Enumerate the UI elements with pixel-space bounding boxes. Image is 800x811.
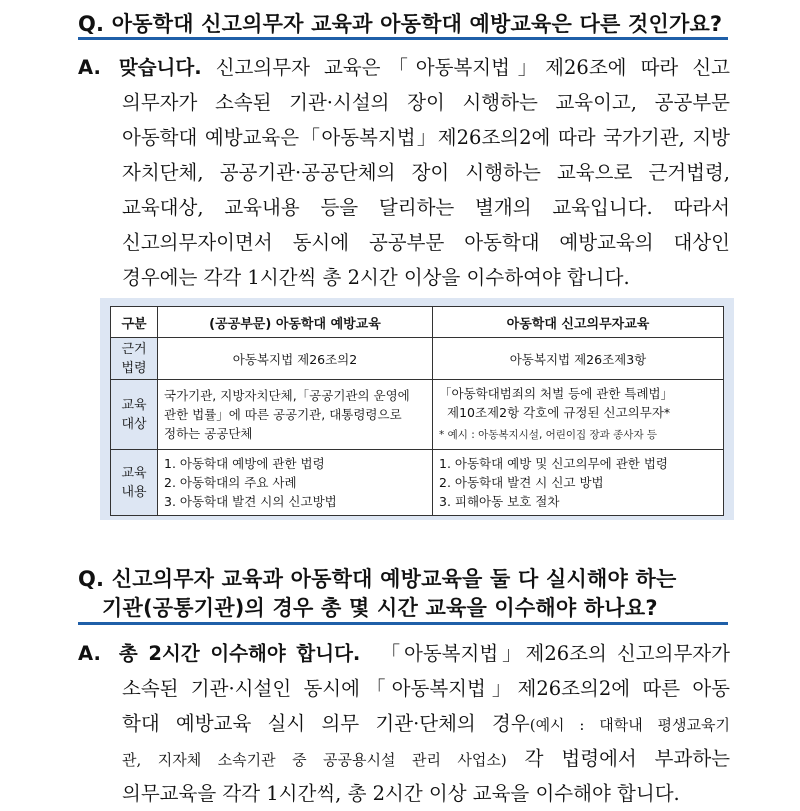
comparison-table [110,306,724,516]
row-label-text: 교육 [121,397,147,413]
table-header-row [111,307,724,338]
answer-1-line: 아동학대 예방교육은「아동복지법」제26조의2에 따라 국가기관, 지방 [122,126,730,149]
answer-1-line: 신고의무자이면서 동시에 공공부문 아동학대 예방교육의 대상인 [122,231,730,254]
cell-line: 국가기관, 지방자치단체,「공공기관의 운영에 [164,388,410,403]
answer-1-line: 자치단체, 공공기관·공공단체의 장이 시행하는 교육으로 근거법령, [122,161,730,184]
answer-1-text: 신고의무자 교육은「아동복지법」제26조에 따라 신고 [215,56,730,79]
answer-2-example: (예시 : 대학내 평생교육기 [529,716,730,734]
cell-line: 정하는 공공단체 [164,426,253,441]
answer-1-line [78,50,730,85]
cell-line: 2. 아동학대의 주요 사례 [164,475,297,490]
row-label-text: 교육 [121,465,147,481]
row-label-text: 법령 [121,360,147,376]
answer-2-example: 관, 지자체 소속기관 중 공공용시설 관리 사업소) [122,751,507,769]
comparison-table-panel [100,298,734,520]
cell-line: 제10조제2항 각호에 규정된 신고의무자* [447,405,671,420]
answer-1-line: 교육대상, 교육내용 등을 달리하는 별개의 교육입니다. 따라서 [122,196,730,219]
table-row [111,450,724,516]
answer-2-text: 각 법령에서 부과하는 [524,747,730,770]
answer-2-line: 소속된 기관·시설인 동시에「아동복지법」제26조의2에 따른 아동 [122,677,730,700]
cell-line: 3. 아동학대 발견 시의 신고방법 [164,494,337,509]
table-cell [433,380,724,450]
answer-2-text: 「아동복지법」제26조의 신고의무자가 [380,642,730,665]
question-2: Q. 신고의무자 교육과 아동학대 예방교육을 둘 다 실시해야 하는 [78,567,677,591]
answer-mark: A. [78,56,101,79]
answer-mark: A. [78,642,101,665]
question-1: Q. 아동학대 신고의무자 교육과 아동학대 예방교육은 다른 것인가요? [78,12,723,36]
answer-2-line [78,741,730,776]
row-label-text: 근거 [121,341,147,357]
answer-2-line: 의무교육을 각각 1시간씩, 총 2시간 이상 교육을 이수해야 합니다. [122,782,680,805]
table-header: 아동학대 신고의무자교육 [433,307,724,338]
cell-line: 「아동학대범죄의 처벌 등에 관한 특례법」 [439,386,674,401]
answer-2-line [78,706,730,741]
cell-line: 1. 아동학대 예방 및 신고의무에 관한 법령 [439,456,668,471]
question-1-underline [78,37,728,40]
table-row [111,380,724,450]
table-cell [158,450,433,516]
answer-1-lead: 맞습니다. [118,56,202,79]
answer-2-line [78,636,730,671]
answer-2-text: 학대 예방교육 실시 의무 기관·단체의 경우 [122,712,530,735]
table-header: (공공부문) 아동학대 예방교육 [158,307,433,338]
cell-line: 3. 피해아동 보호 절차 [439,494,560,509]
row-label [111,338,158,380]
footnote: * 예시 : 아동복지시설, 어린이집 장과 종사자 등 [439,429,658,441]
table-row [111,338,724,380]
row-label [111,380,158,450]
answer-2 [78,636,730,811]
answer-1-line: 의무자가 소속된 기관·시설의 장이 시행하는 교육이고, 공공부문 [122,91,730,114]
answer-2-lead: 총 2시간 이수해야 합니다. [118,642,361,665]
cell-line: 2. 아동학대 발견 시 신고 방법 [439,475,604,490]
cell-line: 1. 아동학대 예방에 관한 법령 [164,456,325,471]
cell-line: 관한 법률」에 따른 공공기관, 대통령령으로 [164,407,402,422]
question-2-underline [78,622,728,625]
table-cell: 아동복지법 제26조제3항 [433,338,724,380]
question-2-cont: 기관(공통기관)의 경우 총 몇 시간 교육을 이수해야 하나요? [102,596,658,620]
table-header: 구분 [111,307,158,338]
table-cell: 아동복지법 제26조의2 [158,338,433,380]
row-label-text: 내용 [121,484,147,500]
table-cell [433,450,724,516]
row-label-text: 대상 [121,416,147,432]
row-label [111,450,158,516]
answer-1 [78,50,730,295]
answer-1-line: 경우에는 각각 1시간씩 총 2시간 이상을 이수하여야 합니다. [122,266,630,289]
table-cell [158,380,433,450]
